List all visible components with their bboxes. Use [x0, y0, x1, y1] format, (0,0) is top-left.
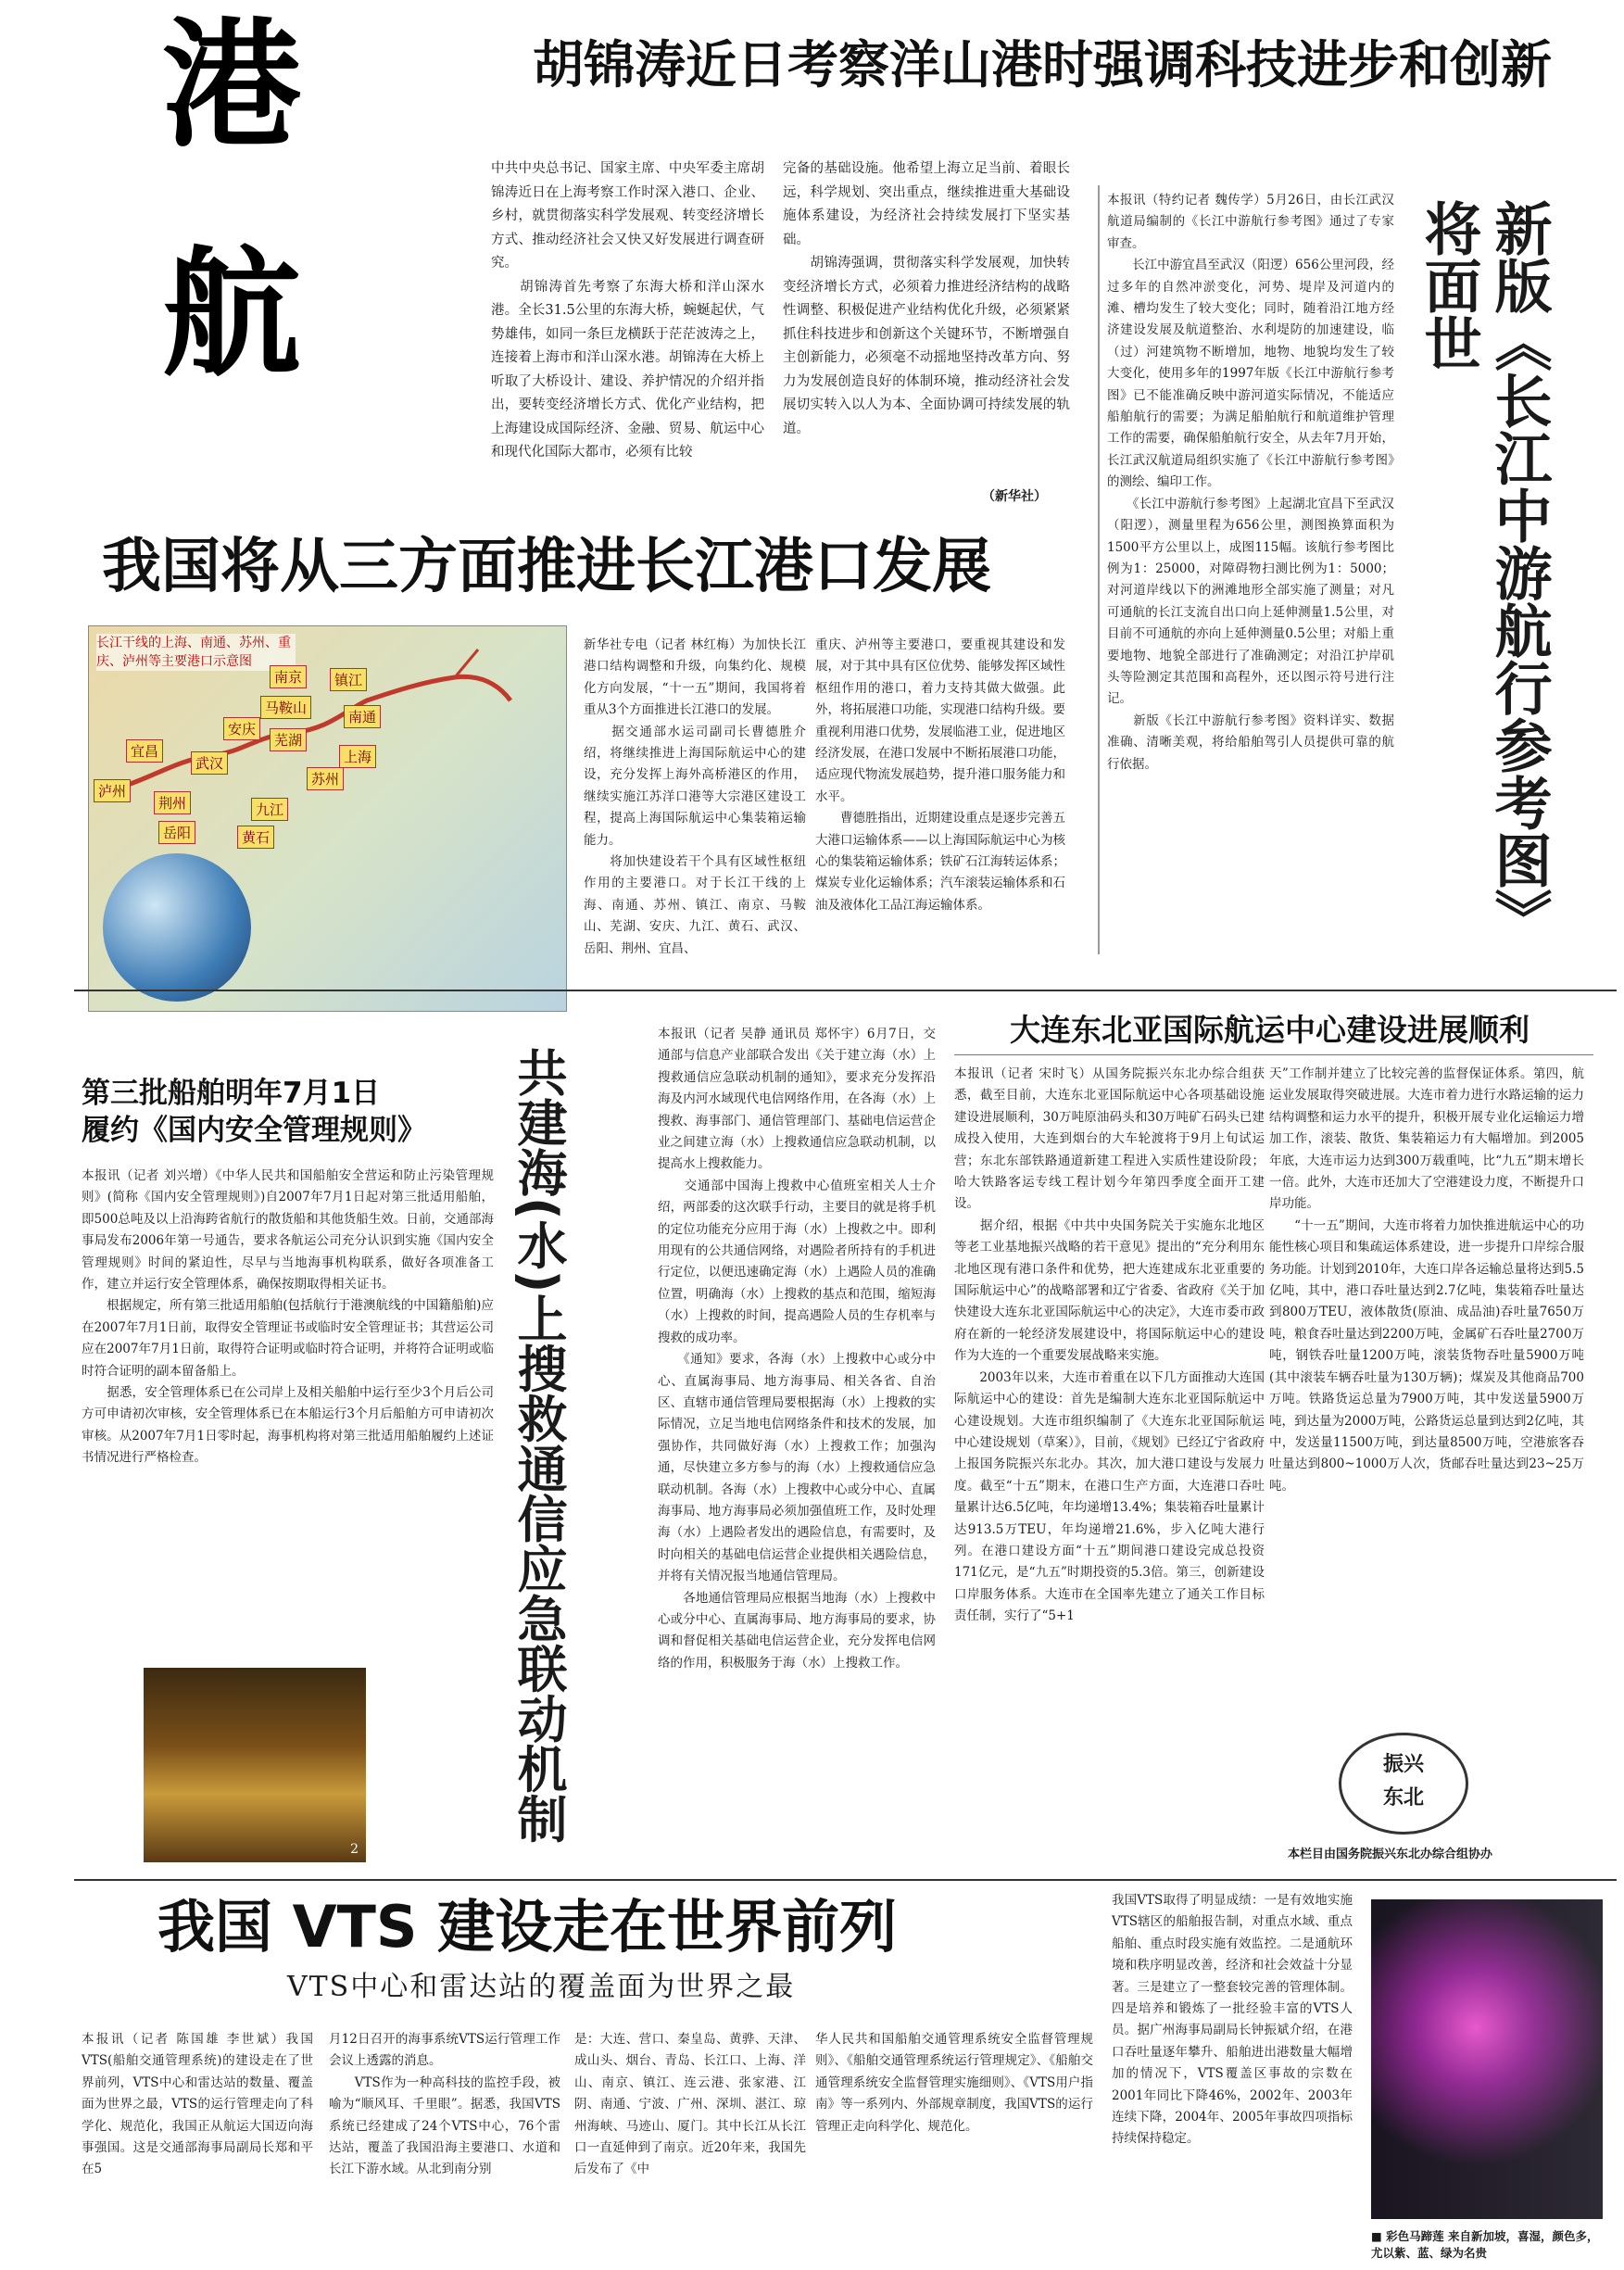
rescue-vertical-title: 共建海(水)上搜救通信应急联动机制 — [510, 1047, 568, 1844]
globe-illustration — [103, 853, 251, 1002]
yangtze-headline: 我国将从三方面推进长江港口发展 — [102, 533, 991, 601]
dalian-column-2: 天”工作制并建立了比较完善的监督保证体系。第四，航运业发展取得突破进展。大连市着力进行水路运输的运力结构调整和运力水平的提升，积极开展专业化运输运力增加工作，滚装、散货、集装箱运力有大幅增加。到2005年底，大连市运力达到300万载重吨，比“九五”期末增长一倍。此外，大连市还加大了空港建设力度，不断提升口岸功能。 “十一五”期间，大连市将着力加快推进航运中心的功能性核心项目和集疏运体系建设，进一步提升口岸综合服务功能。计划到2010年，大连口岸各运输总量将达到5.5亿吨，其中，港口吞吐量达到2.7亿吨，集装箱吞吐量达到800万TEU，液体散货(原油、成品油)吞吐量7650万吨，粮食吞吐量达到2200万吨，金属矿石吞吐量2700万吨，钢铁吞吐量1200万吨，滚装货物吞吐量5900万吨(其中滚装车辆吞吐量为130万辆)；煤炭及其他商品700万吨。铁路货运总量为7900万吨，其中发送量5900万吨，到达量为2000万吨，公路货运总量到达到2亿吨，其中，发送量11500万吨，到达量8500万吨，空港旅客吞吐量达到800~1000万人次，货邮吞吐量达到23~25万吨。 — [1269, 1066, 1584, 1494]
city-yichang: 宜昌 — [126, 739, 163, 763]
yangtze-column-1: 新华社专电（记者 林红梅）为加快长江港口结构调整和升级，向集约化、规模化方向发展，“十一五”期间，我国将着重从3个方面推进长江港口的发展。 据交通部水运司副司长曹德胜介绍，将继续推进上海国际航运中心的建设，充分发挥上海外高桥港区的作用，继续实施江苏洋口港等大宗港区建设工程，提高上海国际航运中心集装箱运输能力。 将加快建设若干个具有区域性枢纽作用的主要港口。对于长江干线的上海、南通、苏州、镇江、南京、马鞍山、芜湖、安庆、九江、黄石、武汉、岳阳、荆州、宜昌、 — [584, 637, 806, 956]
yangtze-column-2: 重庆、泸州等主要港口，要重视其建设和发展，对于其中具有区位优势、能够发挥区域性枢纽作用的港口，着力支持其做大做强。此外，将拓展港口功能，实现港口结构升级。要重视利用港口优势，发展临港工业，促进地区经济发展，在港口发展中不断拓展港口功能，适应现代物流发展趋势，提升港口服务能力和水平。 曹德胜指出，近期建设重点是逐步完善五大港口运输体系——以上海国际航运中心为核心的集装箱运输体系；铁矿石江海转运体系；煤炭专业化运输体系；汽车滚装运输体系和石油及液体化工品江海运输体系。 — [815, 637, 1065, 913]
vts-column-2: 月12日召开的海事系统VTS运行管理工作会议上透露的消息。 VTS作为一种高科技的监控手段，被喻为“顺风耳、千里眼”。据悉，我国VTS系统已经建成了24个VTS中心，76个雷达站，覆盖了我国沿海主要港口、水道和长江下游水域。从北到南分别 — [329, 2032, 560, 2177]
forest-photo — [144, 1668, 366, 1862]
ship-safety-body: 本报讯（记者 刘兴增）《中华人民共和国船舶安全营运和防止污染管理规则》(简称《国内安全管理规则》)自2007年7月1日起对第三批适用船舶，即500总吨及以上沿海跨省航行的散货船和其他货船生效。日前，交通部海事局发布2006年第一号通告，要求各航运公司充分认识到实施《国内安全管理规则》时间的紧迫性，尽早与当地海事机构联系，做好各项准备工作，建立并运行安全管理体系，确保按期取得相关证书。 根据规定，所有第三批适用船舶(包括航行于港澳航线的中国籍船舶)应在2007年7月1日前，取得安全管理证书或临时安全管理证书；其营运公司应在2007年7月1日前，取得符合证明或临时符合证明，并将符合证明或临时符合证明的副本留备船上。 据悉，安全管理体系已在公司岸上及相关船舶中运行至少3个月后公司方可申请初次审核，安全管理体系已在本船运行3个月后船舶方可申请初次审核。从2007年7月1日零时起，海事机构将对第三批适用船舶履约上述证书情况进行严格检查。 — [82, 1168, 494, 1466]
section-divider-2 — [74, 1879, 1617, 1881]
side-story-divider — [1098, 185, 1100, 954]
dalian-rule — [954, 1054, 1593, 1055]
city-shanghai: 上海 — [339, 745, 376, 768]
city-luzhou: 泸州 — [94, 779, 131, 802]
masthead-gang: 港 — [162, 6, 302, 167]
city-anqing: 安庆 — [223, 717, 260, 740]
city-maanshan: 马鞍山 — [260, 696, 311, 719]
calla-lily-photo — [1371, 1899, 1603, 2219]
photo-number: 2 — [350, 1842, 359, 1857]
city-nanjing: 南京 — [270, 665, 307, 688]
ship-safety-headline-line-2: 履约《国内安全管理规则》 — [82, 1114, 426, 1147]
city-nantong: 南通 — [344, 705, 381, 728]
masthead-hang: 航 — [162, 234, 302, 396]
ship-safety-headline-line-1: 第三批船舶明年7月1日 — [82, 1077, 381, 1110]
seal-line-1: 振兴 — [1382, 1753, 1424, 1776]
city-suzhou: 苏州 — [307, 767, 344, 790]
city-wuhu: 芜湖 — [270, 728, 307, 751]
city-yueyang: 岳阳 — [158, 821, 195, 844]
revitalize-northeast-seal — [1339, 1733, 1468, 1835]
seal-line-2: 东北 — [1382, 1786, 1424, 1810]
city-jingzhou: 荆州 — [154, 791, 191, 814]
vts-subheadline: VTS中心和雷达站的覆盖面为世界之最 — [287, 1971, 796, 2003]
side-story-body: 本报讯（特约记者 魏传学）5月26日，由长江武汉航道局编制的《长江中游航行参考图》通过了专家审查。 长江中游宜昌至武汉（阳逻）656公里河段，经过多年的自然冲淤变化，河势、堤岸及河道内的滩、槽均发生了较大变化；同时，随着沿江地方经济建设发展及航道整治、水利堤防的加速建设，临（过）河建筑物不断增加，地物、地貌均发生了较大变化，使用多年的1997年版《长江中游航行参考图》已不能准确反映中游河道实际情况，不能适应船舶航行的需要；为满足船舶航行和航道维护管理工作的需要，确保船舶航行安全，从去年7月开始，长江武汉航道局组织实施了《长江中游航行参考图》的测绘、编印工作。 《长江中游航行参考图》上起湖北宜昌下至武汉（阳逻），测量里程为656公里，测图换算面积为1500平方公里以上，成图115幅。该航行参考图比例为1：25000，对障碍物扫测比例为1：5000；对河道岸线以下的洲滩地形全部实施了测量；对凡可通航的长江支流自出口向上延伸测量1.5公里，对目前不可通航的亦向上延伸测量0.5公里；对船上重要地物、地貌全部进行了准确测定；对沿江护岸矶头等险测定其范围和高程外，还以图示符号进行注记。 新版《长江中游航行参考图》资料详实、数据准确、清晰美观，将给船舶驾引人员提供可靠的航行依据。 — [1107, 193, 1394, 772]
vts-column-5: 我国VTS取得了明显成绩：一是有效地实施VTS辖区的船舶报告制，对重点水域、重点船舶、重点时段实施有效监控。二是通航环境和秩序明显改善，经济和社会效益十分显著。三是建立了一整套较完善的管理体制。四是培养和锻炼了一批经验丰富的VTS人员。据广州海事局副局长钟振斌介绍，在港口吞吐量逐年攀升、船舶进出港数量大幅增加的情况下，VTS覆盖区事故的宗数在2001年同比下降46%，2002年、2003年连续下降，2004年、2005年事故四项指标持续保持稳定。 — [1112, 1893, 1353, 2147]
city-jiujiang: 九江 — [251, 798, 288, 821]
city-wuhan: 武汉 — [191, 751, 228, 775]
city-huangshi: 黄石 — [237, 826, 274, 849]
photo-caption: ■ 彩色马蹄莲 来自新加坡，喜湿，颜色多，尤以紫、蓝、绿为名贵 — [1371, 2229, 1599, 2260]
rescue-body: 本报讯（记者 吴静 通讯员 郑怀宇）6月7日，交通部与信息产业部联合发出《关于建立海（水）上搜救通信应急联动机制的通知》，要求充分发挥沿海及内河水域现代电信网络作用，在各海（水）上搜救、海事部门、通信管理部门、基础电信运营企业之间建立海（水）上搜救通信应急联动机制，以提高水上搜救能力。 交通部中国海上搜救中心值班室相关人士介绍，两部委的这次联手行动，主要目的就是将手机的定位功能充分应用于海（水）上搜救之中。即利用现有的公共通信网络，对遇险者所持有的手机进行定位，以便迅速确定海（水）上遇险人员的准确位置，明确海（水）上搜救的基点和范围，缩短海（水）上搜救的时间，提高遇险人员的生存机率与搜救的成功率。 《通知》要求，各海（水）上搜救中心或分中心、直属海事局、地方海事局、相关各省、自治区、直辖市通信管理局要根据海（水）上搜救的实际情况，立足当地电信网络条件和技术的发展，加强协作，共同做好海（水）上搜救工作；加强沟通，尽快建立多方参与的海（水）上搜救通信应急联动机制。各海（水）上搜救中心或分中心、直属海事局、地方海事局必须加强值班工作，及时处理海（水）上遇险者发出的遇险信息，有需要时，及时向相关的基础电信运营企业提供相关遇险信息，并将有关情况报当地通信管理局。 各地通信管理局应根据当地海（水）上搜救中心或分中心、直属海事局、地方海事局的要求，协调和督促相关基础电信运营企业，充分发挥电信网络的作用，积极服务于海（水）上搜救工作。 — [658, 1027, 936, 1671]
yangtze-port-map — [88, 625, 567, 1012]
city-zhenjiang: 镇江 — [330, 668, 367, 691]
vts-headline: 我国 VTS 建设走在世界前列 — [157, 1893, 898, 1961]
vts-column-3: 是：大连、营口、秦皇岛、黄骅、天津、成山头、烟台、青岛、长江口、上海、洋山、南京、镇江、连云港、张家港、江阴、南通、宁波、广州、深圳、湛江、琼州海峡、马迹山、厦门。其中长江从长江口一直延伸到了南京。近20年来，我国先后发布了《中 — [574, 2032, 806, 2177]
lead-source: （新华社） — [982, 489, 1047, 504]
dalian-credit: 本栏目由国务院振兴东北办综合组协办 — [1288, 1848, 1493, 1861]
dalian-column-1: 本报讯（记者 宋时飞）从国务院振兴东北办综合组获悉，截至目前，大连东北亚国际航运中心各项基础设施建设进展顺利，30万吨原油码头和30万吨矿石码头已建成投入使用，大连到烟台的大车轮渡将于9月上旬试运营；东北东部铁路通道新建工程进入实质性建设阶段；哈大铁路客运专线工程计划今年第四季度全面开工建设。 据介绍，根据《中共中央国务院关于实施东北地区等老工业基地振兴战略的若干意见》提出的“充分利用东北地区现有港口条件和优势，把大连建成东北亚重要的国际航运中心”的战略部署和辽宁省委、省政府《关于加快建设大连东北亚国际航运中心的决定》，大连市委市政府在新的一轮经济发展建设中，将国际航运中心的建设作为大连的一个重要发展战略来实施。 2003年以来，大连市着重在以下几方面推动大连国际航运中心的建设：首先是编制大连东北亚国际航运中心建设规划。大连市组织编制了《大连东北亚国际航运中心建设规划（草案）》，目前，《规划》已经辽宁省政府上报国务院振兴东北办。其次，加大港口建设与发展力度。截至“十五”期末，在港口生产方面，大连港口吞吐量累计达6.5亿吨，年均递增13.4%；集装箱吞吐量累计达913.5万TEU，年均递增21.6%，步入亿吨大港行列。在港口建设方面“十五”期间港口建设完成总投资171亿元，是“九五”时期投资的5.3倍。第三，创新建设口岸服务体系。大连市在全国率先建立了通关工作目标责任制，实行了“5+1 — [954, 1066, 1265, 1624]
vts-column-4: 华人民共和国船舶交通管理系统安全监督管理规则》、《船舶交通管理系统运行管理规定》、《船舶交通管理系统安全监督管理实施细则》、《VTS用户指南》等一系列内、外部规章制度，我国VTS的运行管理正走向科学化、规范化。 — [815, 2032, 1093, 2134]
vts-column-1: 本报讯（记者 陈国雄 李世斌）我国VTS(船舶交通管理系统)的建设走在了世界前列，VTS中心和雷达站的数量、覆盖面为世界之最，VTS的运行管理走向了科学化、规范化，我国正从航运大国迈向海事强国。这是交通部海事局副局长郑和平在5 — [82, 2032, 313, 2177]
section-divider-1 — [74, 990, 1617, 991]
map-caption: 长江干线的上海、南通、苏州、重庆、泸州等主要港口示意图 — [96, 634, 296, 671]
dalian-headline: 大连东北亚国际航运中心建设进展顺利 — [1010, 1012, 1530, 1048]
lead-headline: 胡锦涛近日考察洋山港时强调科技进步和创新 — [533, 35, 1553, 95]
side-story-headline: 新版《长江中游航行参考图》将面世 — [1415, 199, 1553, 917]
lead-column-1: 中共中央总书记、国家主席、中央军委主席胡锦涛近日在上海考察工作时深入港口、企业、乡村，就贯彻落实科学发展观、转变经济增长方式、推动经济社会又快又好发展进行调查研究。 胡锦涛首先考察了东海大桥和洋山深水港。全长31.5公里的东海大桥，蜿蜒起伏，气势雄伟，如同一条巨龙横跃于茫茫波涛之上，连接着上海市和洋山深水港。胡锦涛在大桥上听取了大桥设计、建设、养护情况的介绍并指出，要转变经济增长方式、优化产业结构，把上海建设成国际经济、金融、贸易、航运中心和现代化国际大都市，必须有比较 — [491, 161, 764, 460]
lead-column-2: 完备的基础设施。他希望上海立足当前、着眼长远，科学规划、突出重点，继续推进重大基础设施体系建设，为经济社会持续发展打下坚实基础。 胡锦涛强调，贯彻落实科学发展观，加快转变经济增长方式，必须着力推进经济结构的战略性调整、积极促进产业结构优化升级，必须紧紧抓住科技进步和创新这个关键环节，不断增强自主创新能力，必须毫不动摇地坚持改革方向、努力为发展创造良好的体制环境，推动经济社会发展切实转入以人为本、全面协调可持续发展的轨道。 — [783, 161, 1070, 436]
